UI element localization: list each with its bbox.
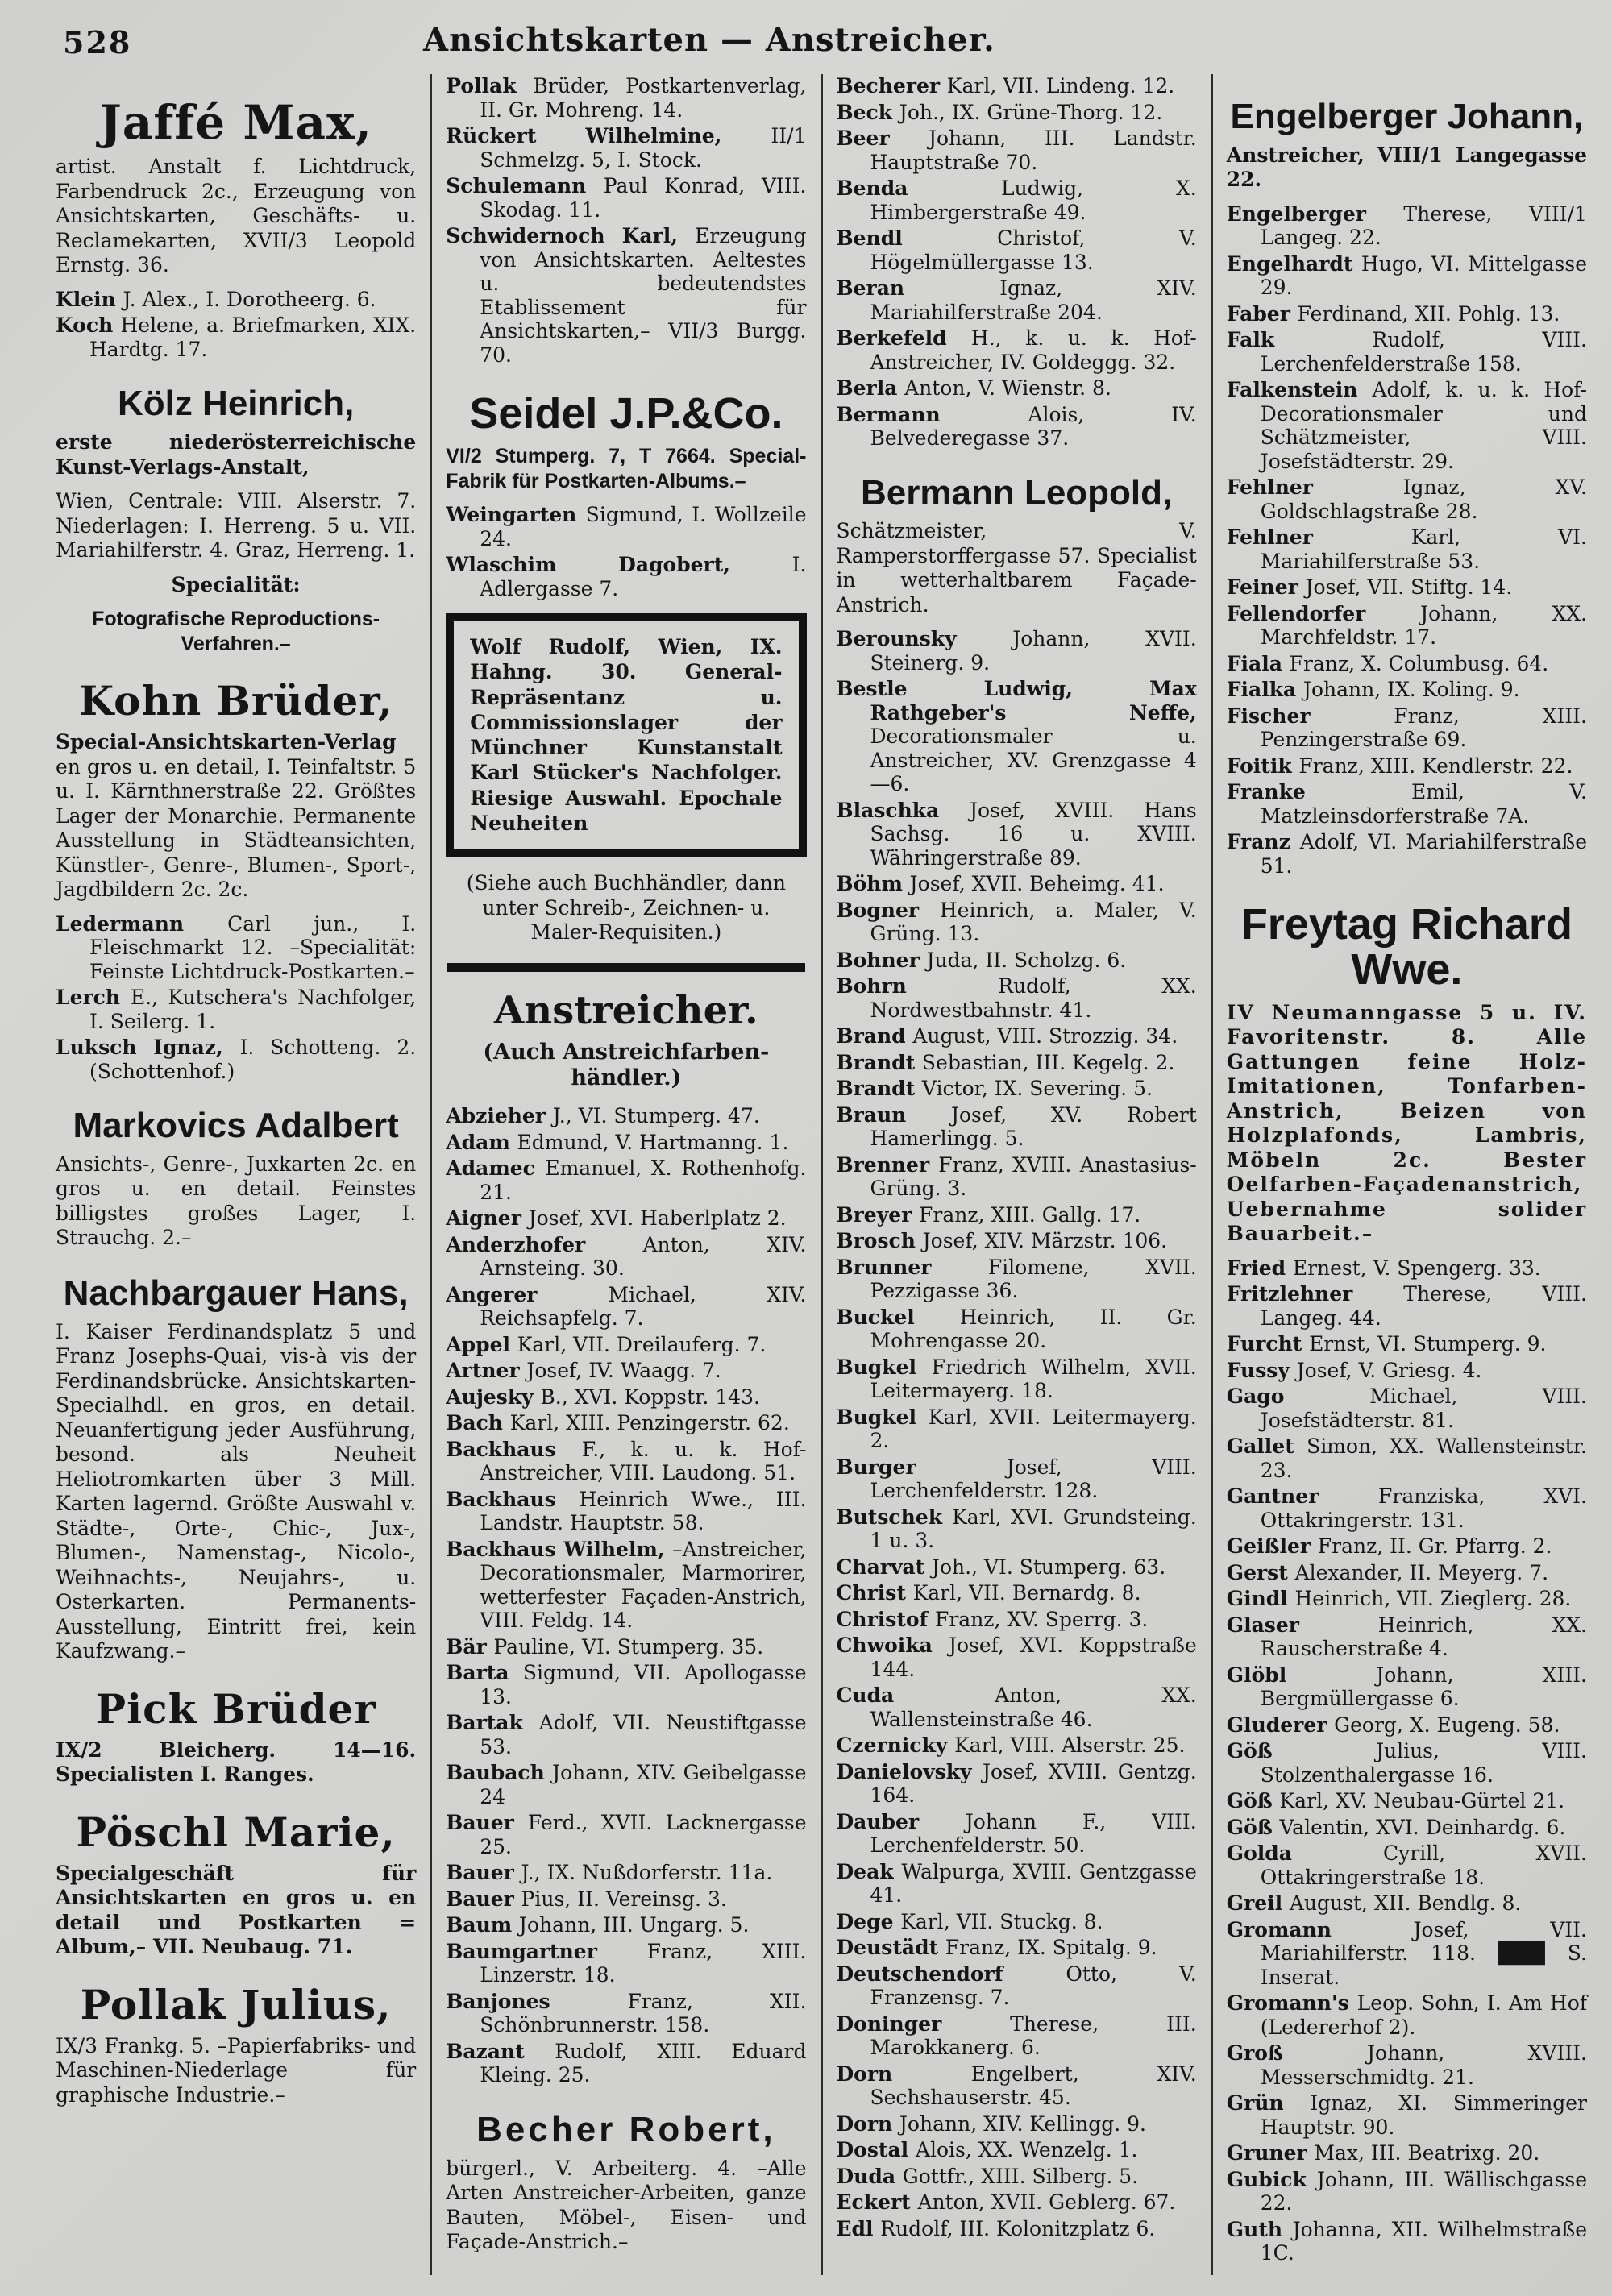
directory-entry: Gromann Josef, VII. Mariahilferstr. 118. ███ S. Inserat.: [1226, 1917, 1587, 1989]
directory-entry: Deutschendorf Otto, V. Franzensg. 7.: [836, 1962, 1197, 2010]
directory-entry: Gago Michael, VIII. Josefstädterstr. 81.: [1226, 1385, 1587, 1432]
entry-name: Breyer: [836, 1202, 920, 1227]
directory-entry: Backhaus Heinrich Wwe., III. Landstr. Hauptstr. 58.: [446, 1487, 807, 1535]
entry-name: Bogner: [836, 898, 940, 922]
entry-name: Fiala: [1226, 651, 1290, 675]
directory-entry: Golda Cyrill, XVII. Ottakringerstraße 18.: [1226, 1841, 1587, 1889]
ad-text: Ansichts-, Genre-, Juxkarten 2c. en gros u. en detail. Feinstes billigstes großes Lager, I. Strauchg. 2.–: [56, 1152, 417, 1250]
directory-entry: Fellendorfer Johann, XX. Marchfeldstr. 17.: [1226, 601, 1587, 650]
directory-entry: Beer Johann, III. Landstr. Hauptstraße 70.: [836, 127, 1197, 174]
entry-name: Gindl: [1226, 1587, 1295, 1611]
entry-name: Franke: [1226, 780, 1412, 804]
entry-name: Aigner: [446, 1206, 529, 1231]
directory-entry: Weingarten Sigmund, I. Wollzeile 24.: [446, 503, 807, 550]
entry-name: Braun: [836, 1102, 951, 1127]
directory-entry: Berkefeld H., k. u. k. Hof-Anstreicher, IV. Goldeggg. 32.: [836, 326, 1197, 374]
directory-entry: Böhm Josef, XVII. Beheimg. 41.: [836, 872, 1165, 896]
entry-name: Fehlner: [1226, 525, 1411, 550]
directory-entry: Fehlner Ignaz, XV. Goldschlagstraße 28.: [1226, 475, 1587, 523]
entry-name: Bohner: [836, 948, 927, 972]
entry-name: Glöbl: [1226, 1663, 1377, 1687]
directory-entry: Groß Johann, XVIII. Messerschmidtg. 21.: [1226, 2041, 1587, 2089]
display-name-sans: Nachbargauer Hans,: [63, 1273, 409, 1313]
directory-entry: Bach Karl, XIII. Penzingerstr. 62.: [446, 1411, 790, 1435]
entry-name: Franz: [1226, 830, 1300, 854]
directory-entry: Butschek Karl, XVI. Grundsteing. 1 u. 3.: [836, 1505, 1197, 1553]
directory-entry: Bermann Alois, IV. Belvederegasse 37.: [836, 402, 1197, 450]
entry-name: Berla: [836, 376, 905, 400]
entry-name: Appel: [446, 1332, 517, 1356]
entry-name: Klein: [56, 287, 123, 311]
directory-entry: Buckel Heinrich, II. Gr. Mohrengasse 20.: [836, 1305, 1197, 1353]
entry-name: Beck: [836, 100, 899, 124]
entry-name: Barta: [446, 1661, 523, 1685]
entry-name: Baumgartner: [446, 1939, 647, 1963]
column-4: [1211, 74, 1601, 2275]
entry-name: Gallet: [1226, 1434, 1307, 1459]
entry-name: Beran: [836, 276, 1000, 300]
entry-name: Cuda: [836, 1684, 995, 1708]
directory-entry: Doninger Therese, III. Marokkanerg. 6.: [836, 2012, 1197, 2060]
section-title: Anstreicher.: [494, 987, 758, 1033]
directory-entry: Dorn Johann, XIV. Kellingg. 9.: [836, 2111, 1146, 2136]
entry-name: Banjones: [446, 1989, 628, 2013]
entry-name: Brand: [836, 1024, 913, 1048]
entry-name: Faber: [1226, 301, 1298, 326]
ad-text: Wien, Centrale: VIII. Alserstr. 7. Niederlagen: I. Herreng. 5 u. VII. Mariahilferstr. 4. Graz, Herreng. 1.: [56, 489, 417, 563]
entry-name: Aujesky: [446, 1385, 541, 1409]
directory-entry: Adamec Emanuel, X. Rothenhofg. 21.: [446, 1156, 807, 1204]
directory-entry: Brosch Josef, XIV. Märzstr. 106.: [836, 1229, 1168, 1253]
directory-entry: Gromann's Leop. Sohn, I. Am Hof (Ledererhof 2).: [1226, 1991, 1587, 2039]
entry-name: Anderzhofer: [446, 1232, 643, 1256]
entry-name: Wolf Rudolf,: [470, 635, 659, 659]
directory-entry: Fischer Franz, XIII. Penzingerstraße 69.: [1226, 704, 1587, 752]
directory-entry: Braun Josef, XV. Robert Hamerlingg. 5.: [836, 1102, 1197, 1151]
display-name-sans: Kölz Heinrich,: [117, 384, 355, 424]
directory-entry: Luksch Ignaz, I. Schotteng. 2. (Schottenhof.): [56, 1036, 417, 1083]
directory-entry: Bohner Juda, II. Scholzg. 6.: [836, 948, 1127, 972]
display-name-sans: Bermann Leopold,: [861, 472, 1173, 513]
directory-entry: Berounsky Johann, XVII. Steinerg. 9.: [836, 627, 1197, 675]
directory-entry: Artner Josef, IV. Waagg. 7.: [446, 1359, 721, 1383]
entry-name: Backhaus Wilhelm,: [446, 1537, 673, 1561]
entry-name: Bär: [446, 1634, 494, 1659]
directory-entry: Backhaus F., k. u. k. Hof-Anstreicher, VIII. Laudong. 51.: [446, 1437, 807, 1485]
directory-entry: Fussy Josef, V. Griesg. 4.: [1226, 1358, 1482, 1382]
directory-entry: Glaser Heinrich, XX. Rauscherstraße 4.: [1226, 1613, 1587, 1661]
ad-box: Wolf Rudolf, Wien, IX. Hahng. 30. General-Repräsentanz u. Commissionslager der Münchner Kunstanstalt Karl Stücker's Nachfolger. Riesige Auswahl. Epochale Neuheiten: [446, 613, 806, 857]
entry-name: Dostal: [836, 2138, 916, 2162]
directory-entry: Fialka Johann, IX. Koling. 9.: [1226, 678, 1520, 702]
directory-entry: Geißler Franz, II. Gr. Pfarrg. 2.: [1226, 1534, 1552, 1559]
entry-name: Fialka: [1226, 678, 1303, 702]
entry-name: Bartak: [446, 1711, 539, 1735]
entry-name: Dorn: [836, 2061, 971, 2086]
directory-entry: Breyer Franz, XIII. Gallg. 17.: [836, 1202, 1141, 1227]
directory-entry: Greil August, XII. Bendlg. 8.: [1226, 1891, 1522, 1916]
directory-entry: Falk Rudolf, VIII. Lerchenfelderstraße 158.: [1226, 328, 1587, 376]
display-name-serif: Jaffé Max,: [99, 95, 372, 150]
page-title: Ansichtskarten — Anstreicher.: [423, 21, 995, 59]
entry-name: Backhaus: [446, 1437, 582, 1461]
directory-entry: Bohrn Rudolf, XX. Nordwestbahnstr. 41.: [836, 974, 1197, 1022]
directory-entry: Baum Johann, III. Ungarg. 5.: [446, 1913, 750, 1937]
ad-text: Anstreicher, VIII/1 Langegasse 22.: [1226, 143, 1587, 192]
entry-name: Special-Ansichtskarten-Verlag: [56, 730, 397, 754]
entry-name: Charvat: [836, 1555, 932, 1579]
entry-name: Angerer: [446, 1282, 609, 1306]
entry-name: Backhaus: [446, 1487, 580, 1511]
directory-entry: Eckert Anton, XVII. Geblerg. 67.: [836, 2190, 1176, 2215]
directory-entry: Falkenstein Adolf, k. u. k. Hof-Decorationsmaler und Schätzmeister, VIII. Josefstädterstr. 29.: [1226, 378, 1588, 473]
directory-entry: Bauer Pius, II. Vereinsg. 3.: [446, 1887, 727, 1911]
entry-name: Grün: [1226, 2091, 1311, 2115]
directory-entry: Dege Karl, VII. Stuckg. 8.: [836, 1909, 1103, 1933]
page-header: [0, 18, 1612, 69]
entry-name: Schulemann: [446, 174, 604, 197]
directory-entry: Baubach Johann, XIV. Geibelgasse 24: [446, 1761, 807, 1808]
directory-entry: Faber Ferdinand, XII. Pohlg. 13.: [1226, 301, 1560, 326]
directory-entry: Aujesky B., XVI. Koppstr. 143.: [446, 1385, 760, 1409]
entry-name: Rückert Wilhelmine,: [446, 124, 771, 147]
directory-entry: Furcht Ernst, VI. Stumperg. 9.: [1226, 1332, 1547, 1356]
entry-name: Falkenstein: [1226, 378, 1373, 402]
directory-entry: Ledermann Carl jun., I. Fleischmarkt 12. –Specialität: Feinste Lichtdruck-Postkarten.–: [56, 911, 417, 983]
directory-entry: Gluderer Georg, X. Eugeng. 58.: [1226, 1713, 1560, 1737]
entry-name: Bestle Ludwig, Max Rathgeber's Neffe,: [836, 677, 1197, 725]
entry-name: Eckert: [836, 2190, 918, 2215]
directory-entry: Grün Ignaz, XI. Simmeringer Hauptstr. 90.: [1226, 2091, 1587, 2139]
entry-name: Bendl: [836, 226, 998, 250]
entry-name: Furcht: [1226, 1332, 1310, 1356]
directory-entry: Brandt Victor, IX. Severing. 5.: [836, 1077, 1153, 1101]
section-subtitle: (Auch Anstreichfarbenhändler.): [483, 1039, 770, 1091]
directory-entry: Bauer J., IX. Nußdorferstr. 11a.: [446, 1861, 773, 1885]
entry-name: Bazant: [446, 2039, 555, 2063]
directory-entry: Charvat Joh., VI. Stumperg. 63.: [836, 1555, 1166, 1579]
entry-name: Engelhardt: [1226, 251, 1361, 276]
directory-entry: Baumgartner Franz, XIII. Linzerstr. 18.: [446, 1939, 807, 1987]
ad-text: IX/2 Bleicherg. 14—16. Specialisten I. Ranges.: [56, 1738, 417, 1787]
directory-entry: Bär Pauline, VI. Stumperg. 35.: [446, 1634, 764, 1659]
entry-name: Dauber: [836, 1809, 966, 1833]
directory-entry: Deustädt Franz, IX. Spitalg. 9.: [836, 1936, 1157, 1960]
entry-name: Fischer: [1226, 704, 1394, 728]
entry-name: Blaschka: [836, 798, 970, 822]
directory-entry: Edl Rudolf, III. Kolonitzplatz 6.: [836, 2216, 1156, 2240]
ad-text: (Siehe auch Buchhändler, dann unter Schreib-, Zeichnen- u. Maler-Requisiten.): [466, 871, 786, 945]
directory-entry: Schulemann Paul Konrad, VIII. Skodag. 11.: [446, 174, 807, 222]
display-name-serif: Pöschl Marie,: [76, 1808, 396, 1856]
directory-entry: Dostal Alois, XX. Wenzelg. 1.: [836, 2138, 1138, 2162]
directory-entry: Christ Karl, VII. Bernardg. 8.: [836, 1581, 1141, 1605]
ad-text: Special-Ansichtskarten-Verlag en gros u. en detail, I. Teinfaltstr. 5 u. I. Kärnthnerstraße 22. Größtes Lager der Monarchie. Permanente Ausstellung in Städteansichten, Künstler-, Genre-, Blumen-, Sport-, Jagdbildern 2c. 2c.: [56, 730, 417, 902]
directory-entry: Czernicky Karl, VIII. Alserstr. 25.: [836, 1733, 1186, 1758]
entry-name: Gluderer: [1226, 1713, 1335, 1737]
directory-entry: Fried Ernest, V. Spengerg. 33.: [1226, 1256, 1541, 1280]
column-1: [42, 74, 430, 2275]
entry-name: Feiner: [1226, 575, 1306, 600]
entry-name: Czernicky: [836, 1733, 955, 1758]
directory-entry: Gruner Max, III. Beatrixg. 20.: [1226, 2141, 1540, 2165]
directory-entry: Duda Gottfr., XIII. Silberg. 5.: [836, 2164, 1139, 2188]
entry-name: Bach: [446, 1411, 510, 1435]
directory-entry: Gantner Franziska, XVI. Ottakringerstr. 131.: [1226, 1484, 1587, 1532]
ad-text: erste niederösterreichische Kunst-Verlags-Anstalt,: [56, 430, 417, 479]
directory-entry: Cuda Anton, XX. Wallensteinstraße 46.: [836, 1684, 1197, 1731]
display-name-sans: Becher Robert,: [476, 2109, 776, 2149]
ad-text: IX/3 Frankg. 5. –Papierfabriks- und Maschinen-Niederlage für graphische Industrie.–: [56, 2033, 417, 2107]
directory-entry: Deak Walpurga, XVIII. Gentzgasse 41.: [836, 1859, 1197, 1908]
entry-name: Greil: [1226, 1891, 1290, 1916]
directory-entry: Dauber Johann F., VIII. Lerchenfelderstr. 50.: [836, 1809, 1197, 1858]
entry-name: Golda: [1226, 1841, 1384, 1866]
ad-text: VI/2 Stumperg. 7, T 7664. Special-Fabrik für Postkarten-Albums.–: [446, 445, 807, 492]
directory-entry: Brand August, VIII. Strozzig. 34.: [836, 1024, 1178, 1048]
directory-entry: Koch Helene, a. Briefmarken, XIX. Hardtg. 17.: [56, 313, 417, 361]
entry-name: Edl: [836, 2216, 881, 2240]
entry-name: Bugkel: [836, 1405, 929, 1429]
directory-entry: Aigner Josef, XVI. Haberlplatz 2.: [446, 1206, 787, 1231]
directory-entry: Pollak Brüder, Postkartenverlag, II. Gr. Mohreng. 14.: [446, 74, 807, 122]
entry-name: Chwoika: [836, 1634, 949, 1658]
directory-entry: Barta Sigmund, VII. Apollogasse 13.: [446, 1661, 807, 1709]
display-name-sans: Markovics Adalbert: [73, 1106, 399, 1146]
directory-entry: Fehlner Karl, VI. Mariahilferstraße 53.: [1226, 525, 1587, 573]
entry-name: Christof: [836, 1607, 935, 1631]
directory-entry: Chwoika Josef, XVI. Koppstraße 144.: [836, 1634, 1197, 1681]
directory-entry: Christof Franz, XV. Sperrg. 3.: [836, 1607, 1149, 1631]
display-name-sans: Engelberger Johann,: [1230, 97, 1584, 136]
entry-name: Duda: [836, 2164, 903, 2188]
entry-name: Glaser: [1226, 1613, 1378, 1637]
directory-entry: Benda Ludwig, X. Himbergerstraße 49.: [836, 176, 1197, 224]
entry-name: Koch: [56, 313, 121, 338]
directory-entry: Banjones Franz, XII. Schönbrunnerstr. 158.: [446, 1989, 807, 2037]
directory-entry: Bogner Heinrich, a. Maler, V. Grüng. 13.: [836, 898, 1197, 946]
entry-name: Wlaschim Dagobert,: [446, 553, 792, 577]
directory-entry: Gubick Johann, III. Wällischgasse 22.: [1226, 2167, 1587, 2215]
directory-entry: Guth Johanna, XII. Wilhelmstraße 1C.: [1226, 2217, 1587, 2265]
directory-entry: Adam Edmund, V. Hartmanng. 1.: [446, 1130, 789, 1154]
entry-name: Doninger: [836, 2012, 1011, 2036]
entry-name: Fried: [1226, 1256, 1293, 1280]
directory-entry: Bauer Ferd., XVII. Lacknergasse 25.: [446, 1811, 807, 1858]
entry-name: Abzieher: [446, 1104, 553, 1128]
entry-name: Gubick: [1226, 2167, 1317, 2191]
entry-name: Pollak: [446, 74, 534, 98]
directory-entry: Appel Karl, VII. Dreilauferg. 7.: [446, 1332, 767, 1356]
entry-name: Gruner: [1226, 2141, 1315, 2165]
entry-name: Butschek: [836, 1505, 953, 1529]
directory-entry: Beck Joh., IX. Grüne-Thorg. 12.: [836, 100, 1163, 124]
columns-container: [42, 74, 1601, 2275]
directory-entry: Gerst Alexander, II. Meyerg. 7.: [1226, 1560, 1549, 1584]
entry-name: Burger: [836, 1455, 1007, 1479]
directory-entry: Franz Adolf, VI. Mariahilferstraße 51.: [1226, 830, 1587, 878]
entry-name: Bauer: [446, 1887, 521, 1911]
directory-entry: Rückert Wilhelmine, II/1 Schmelzg. 5, I. Stock.: [446, 124, 807, 172]
entry-name: Becherer: [836, 74, 947, 98]
directory-entry: Engelberger Therese, VIII/1 Langeg. 22.: [1226, 201, 1587, 250]
entry-name: Buckel: [836, 1305, 960, 1329]
entry-name: Böhm: [836, 872, 910, 896]
ad-text: bürgerl., V. Arbeiterg. 4. –Alle Arten Anstreicher-Arbeiten, ganze Bauten, Möbel-, Eisen- und Façade-Anstrich.–: [446, 2156, 807, 2254]
entry-name: Christ: [836, 1581, 913, 1605]
directory-entry: Anderzhofer Anton, XIV. Arnsteing. 30.: [446, 1232, 807, 1281]
entry-name: Brenner: [836, 1152, 939, 1177]
directory-entry: Engelhardt Hugo, VI. Mittelgasse 29.: [1226, 251, 1587, 300]
display-name-sans: Seidel J.P.&Co.: [469, 389, 783, 438]
display-name-serif: Pick Brüder: [95, 1684, 376, 1733]
directory-entry: Brenner Franz, XVIII. Anastasius-Grüng. 3.: [836, 1152, 1197, 1201]
entry-name: Gago: [1226, 1385, 1370, 1409]
entry-name: Fritzlehner: [1226, 1282, 1404, 1306]
directory-entry: Brandt Sebastian, III. Kegelg. 2.: [836, 1050, 1175, 1074]
entry-name: Danielovsky: [836, 1759, 983, 1783]
directory-entry: Burger Josef, VIII. Lerchenfelderstr. 128.: [836, 1455, 1197, 1503]
directory-entry: Feiner Josef, VII. Stiftg. 14.: [1226, 575, 1513, 600]
entry-name: Deutschendorf: [836, 1962, 1066, 1986]
ad-text: Specialität:: [171, 572, 301, 596]
ad-text: IV Neumanngasse 5 u. IV. Favoritenstr. 8. Alle Gattungen feine Holz-Imitationen, Tonfarben-Anstrich, Beizen von Holzplafonds, Lambris, Möbeln 2c. Bester Oelfarben-Façadenanstrich, Uebernahme solider Bauarbeit.–: [1226, 1000, 1587, 1246]
directory-entry: Bestle Ludwig, Max Rathgeber's Neffe, Decorationsmaler u. Anstreicher, XV. Grenzgasse 4—6.: [836, 677, 1197, 796]
directory-entry: Fiala Franz, X. Columbusg. 64.: [1226, 651, 1549, 675]
entry-name: Brosch: [836, 1229, 923, 1253]
entry-name: Engelberger: [1226, 201, 1404, 226]
directory-entry: Blaschka Josef, XVIII. Hans Sachsg. 16 u. XVIII. Währingerstraße 89.: [836, 798, 1197, 870]
entry-name: Deak: [836, 1859, 902, 1883]
column-2: [430, 74, 820, 2275]
ad-text: Fotografische Reproductions-Verfahren.–: [92, 608, 380, 655]
directory-entry: Berla Anton, V. Wienstr. 8.: [836, 376, 1111, 400]
directory-entry: Backhaus Wilhelm, –Anstreicher, Decorationsmaler, Marmorirer, wetterfester Façaden-Anstrich, VIII. Feldg. 14.: [446, 1537, 807, 1633]
directory-entry: Danielovsky Josef, XVIII. Gentzg. 164.: [836, 1759, 1197, 1808]
entry-name: Dorn: [836, 2111, 899, 2136]
directory-entry: Wlaschim Dagobert, I. Adlergasse 7.: [446, 553, 807, 600]
column-3: [821, 74, 1211, 2275]
directory-entry: Fritzlehner Therese, VIII. Langeg. 44.: [1226, 1282, 1588, 1330]
display-name-serif: Kohn Brüder,: [78, 677, 393, 725]
directory-entry: Beran Ignaz, XIV. Mariahilferstraße 204.: [836, 276, 1197, 324]
entry-name: Deustädt: [836, 1936, 945, 1960]
directory-entry: Bendl Christof, V. Högelmüllergasse 13.: [836, 226, 1197, 274]
directory-entry: Gindl Heinrich, VII. Zieglerg. 28.: [1226, 1587, 1572, 1611]
entry-name: Gromann's: [1226, 1991, 1357, 2016]
directory-entry: Gallet Simon, XX. Wallensteinstr. 23.: [1226, 1434, 1587, 1482]
entry-name: Gantner: [1226, 1484, 1379, 1509]
entry-name: Baum: [446, 1913, 519, 1937]
directory-entry: Becherer Karl, VII. Lindeng. 12.: [836, 74, 1175, 98]
entry-name: Gromann: [1226, 1917, 1414, 1941]
entry-name: Berounsky: [836, 627, 1013, 651]
entry-name: Guth: [1226, 2217, 1293, 2241]
page-number: 528: [63, 24, 132, 60]
entry-name: Lerch: [56, 986, 131, 1010]
entry-name: Fehlner: [1226, 475, 1403, 500]
entry-name: Berkefeld: [836, 326, 971, 350]
display-name-serif: Pollak Julius,: [80, 1980, 392, 2028]
directory-entry: Angerer Michael, XIV. Reichsapfelg. 7.: [446, 1282, 807, 1331]
directory-entry: Brunner Filomene, XVII. Pezzigasse 36.: [836, 1255, 1197, 1303]
directory-entry: Bugkel Karl, XVII. Leitermayerg. 2.: [836, 1405, 1197, 1453]
entry-name: Foitik: [1226, 754, 1299, 778]
entry-name: Göß: [1226, 1739, 1376, 1763]
entry-name: Groß: [1226, 2041, 1368, 2066]
entry-name: Geißler: [1226, 1534, 1318, 1559]
entry-name: Bugkel: [836, 1355, 932, 1379]
entry-name: Benda: [836, 176, 1002, 200]
ad-text: I. Kaiser Ferdinandsplatz 5 und Franz Josephs-Quai, vis-à vis der Ferdinandsbrücke. Ansichtskarten-Specialhdl. en gros, en detail. Neuanfertigung jeder Ausführung, besond. als Neuheit Heliotromkarten über 3 Mill. Karten lagernd. Größte Auswahl v. Städte-, Orte-, Chic-, Jux-, Blumen-, Namenstag-, Nicolo-, Weihnachts-, Neujahrs-, u. Osterkarten. Permanents-Ausstellung, Eintritt frei, kein Kaufzwang.–: [56, 1319, 417, 1663]
ad-text: Schätzmeister, V. Ramperstorffergasse 57. Specialist in wetterhaltbarem Façade-Anstrich.: [836, 519, 1197, 617]
entry-name: Beer: [836, 127, 929, 150]
entry-name: Bohrn: [836, 974, 999, 999]
entry-name: Bauer: [446, 1861, 521, 1885]
directory-entry: Glöbl Johann, XIII. Bergmüllergasse 6.: [1226, 1663, 1587, 1711]
entry-name: Gerst: [1226, 1560, 1295, 1584]
entry-name: Falk: [1226, 328, 1373, 352]
directory-entry: Lerch E., Kutschera's Nachfolger, I. Seilerg. 1.: [56, 986, 417, 1033]
directory-entry: Franke Emil, V. Matzleinsdorferstraße 7A.: [1226, 780, 1587, 828]
entry-name: Bauer: [446, 1811, 528, 1835]
entry-name: Adam: [446, 1130, 517, 1154]
entry-name: Ledermann: [56, 911, 228, 936]
directory-entry: Bazant Rudolf, XIII. Eduard Kleing. 25.: [446, 2039, 807, 2087]
entry-name: Brunner: [836, 1255, 988, 1279]
entry-name: Göß: [1226, 1789, 1280, 1813]
ad-text: artist. Anstalt f. Lichtdruck, Farbendruck 2c., Erzeugung von Ansichtskarten, Geschäfts- u. Reclamekarten, XVII/3 Leopold Ernstg. 36.: [56, 155, 417, 277]
directory-entry: Bugkel Friedrich Wilhelm, XVII. Leitermayerg. 18.: [836, 1355, 1197, 1403]
directory-entry: Abzieher J., VI. Stumperg. 47.: [446, 1104, 760, 1128]
display-name-sans: Freytag Richard Wwe.: [1240, 900, 1573, 994]
entry-name: Weingarten: [446, 503, 586, 527]
directory-entry: Dorn Engelbert, XIV. Sechshauserstr. 45.: [836, 2061, 1197, 2110]
directory-entry: Klein J. Alex., I. Dorotheerg. 6.: [56, 287, 376, 311]
divider-rule: [447, 963, 804, 972]
entry-name: Fellendorfer: [1226, 601, 1421, 625]
directory-entry: Schwidernoch Karl, Erzeugung von Ansichtskarten. Aeltestes u. bedeutendstes Etablissement für Ansichtskarten,– VII/3 Burgg. 70.: [446, 224, 807, 367]
entry-name: Adamec: [446, 1156, 546, 1181]
entry-name: Brandt: [836, 1077, 922, 1101]
entry-name: Baubach: [446, 1761, 553, 1785]
entry-name: Fussy: [1226, 1358, 1297, 1382]
directory-entry: Göß Karl, XV. Neubau-Gürtel 21.: [1226, 1789, 1565, 1813]
directory-entry: Göß Valentin, XVI. Deinhardg. 6.: [1226, 1815, 1566, 1839]
entry-name: Göß: [1226, 1815, 1280, 1839]
entry-name: Artner: [446, 1359, 527, 1383]
entry-name: Dege: [836, 1909, 901, 1933]
directory-entry: Bartak Adolf, VII. Neustiftgasse 53.: [446, 1711, 807, 1758]
entry-name: Schwidernoch Karl,: [446, 224, 696, 247]
directory-entry: Foitik Franz, XIII. Kendlerstr. 22.: [1226, 754, 1573, 778]
entry-name: Luksch Ignaz,: [56, 1036, 240, 1060]
entry-name: Brandt: [836, 1050, 922, 1074]
entry-name: Bermann: [836, 402, 1028, 426]
directory-entry: Göß Julius, VIII. Stolzenthalergasse 16.: [1226, 1739, 1587, 1787]
ad-text: Specialgeschäft für Ansichtskarten en gros u. en detail und Postkarten = Album,– VII. Neubaug. 71.: [56, 1861, 417, 1959]
